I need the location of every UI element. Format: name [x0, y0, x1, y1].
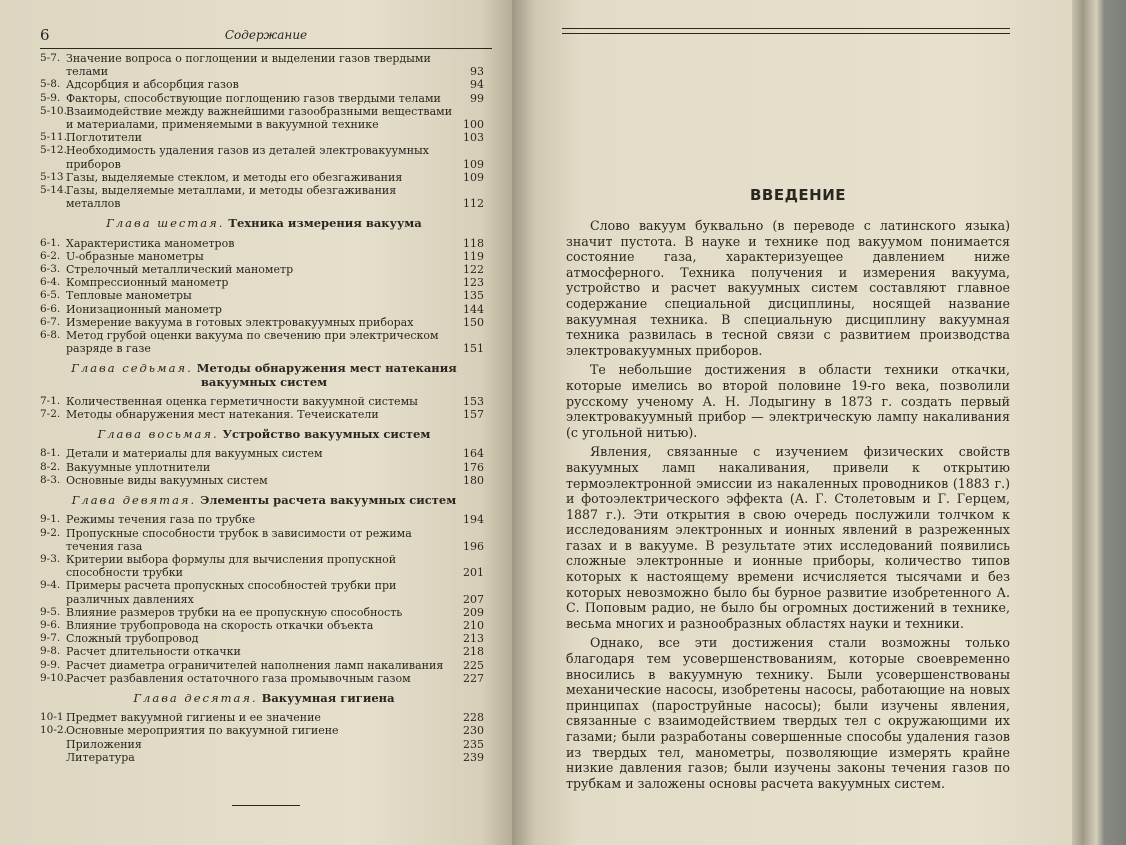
toc-entry [40, 606, 488, 619]
toc-entry [40, 579, 488, 605]
toc-entry-page: 227 [463, 671, 484, 685]
chapter-number: Глава шестая. [106, 216, 225, 231]
toc-entry-title: Тепловые манометры [66, 289, 192, 303]
toc-entry [40, 303, 488, 316]
page-number: 6 [40, 26, 50, 44]
toc-entry [40, 553, 488, 579]
header-rule [562, 28, 1010, 34]
toc-entry-number: 7-2. [40, 408, 61, 421]
toc-entry [40, 474, 488, 487]
toc-entry-page: 93 [470, 65, 484, 79]
chapter-heading [40, 217, 488, 230]
toc-entry-page: 209 [463, 605, 484, 619]
toc-entry-title: U-образные манометры [66, 249, 204, 263]
toc-entry-number: 9-4. [40, 579, 61, 592]
toc-entry-number: 8-2. [40, 460, 61, 473]
toc-entry-page: 210 [463, 618, 484, 632]
chapter-title: Техника измерения вакуума [228, 216, 422, 231]
toc-entry-number: 5-11. [40, 131, 67, 144]
chapter-heading [40, 362, 488, 388]
toc-entry-page: 153 [463, 394, 484, 408]
toc-entry [40, 237, 488, 250]
toc-entry-number: 6-8. [40, 329, 61, 342]
toc-entry-title: Характеристика манометров [66, 236, 235, 250]
toc-entry [40, 144, 488, 170]
toc-entry [40, 316, 488, 329]
toc-entry-title: Газы, выделяемые металлами, и методы обезгаживания металлов [66, 184, 397, 211]
toc-entry-page: 118 [463, 236, 484, 250]
toc-entry [40, 738, 488, 751]
toc-entry-number: 9-9. [40, 658, 61, 671]
toc-entry-number: 6-7. [40, 315, 61, 328]
toc-entry [40, 632, 488, 645]
toc-entry-number: 9-6. [40, 618, 61, 631]
toc-entry-page: 164 [463, 447, 484, 461]
toc-entry-number: 7-1. [40, 394, 61, 407]
toc-entry-page: 239 [463, 750, 484, 764]
toc-entry-page: 225 [463, 658, 484, 672]
toc-entry [40, 329, 488, 355]
toc-entry-page: 100 [463, 118, 484, 132]
toc-entry-number: 9-8. [40, 645, 61, 658]
toc-entry-title: Влияние размеров трубки на ее пропускную способность [66, 605, 403, 619]
toc-entry-page: 99 [470, 91, 484, 105]
chapter-title: Вакуумная гигиена [261, 690, 395, 705]
toc-entry-page: 180 [463, 473, 484, 487]
toc-entry-title: Метод грубой оценки вакуума по свечению при электрическом разряде в газе [66, 329, 439, 356]
toc-entry-title: Поглотители [66, 131, 142, 145]
toc-entry-title: Компрессионный манометр [66, 276, 229, 290]
toc-entry-title: Факторы, способствующие поглощению газов твердыми телами [66, 91, 441, 105]
toc-entry [40, 461, 488, 474]
toc-entry-title: Необходимость удаления газов из деталей электровакуумных приборов [66, 144, 429, 171]
chapter-heading [40, 428, 488, 441]
toc-entry-title: Критерии выбора формулы для вычисления пропускной способности трубки [66, 552, 397, 580]
toc-entry-title: Расчет диаметра ограничителей наполнения ламп накаливания [66, 658, 444, 672]
toc-entry-page: 122 [463, 263, 484, 277]
toc-entry-title: Методы обнаружения мест натекания. Течеискатели [66, 408, 379, 422]
toc-entry-page: 94 [470, 78, 484, 92]
toc-entry-page: 123 [463, 276, 484, 290]
toc-entry-number: 5-7. [40, 52, 61, 64]
toc-entry-page: 119 [463, 249, 484, 263]
toc-entry-number: 5-9. [40, 91, 61, 104]
toc-entry-title: Режимы течения газа по трубке [66, 513, 256, 527]
toc-entry-page: 109 [463, 157, 484, 171]
running-title: Содержание [224, 28, 308, 42]
toc-entry-number: 8-1. [40, 447, 61, 460]
toc-entry-page: 103 [463, 131, 484, 145]
introduction-paragraph: Слово вакуум буквально (в переводе с латинского языка) значит пустота. В науке и технике под вакуумом понимается состояние газа, характеризуещее давлением ниже атмосферного. Техника получения и измерения вакуума, устройство и расчет вакуумных систем составляют главное содержание специальной дисциплины, носящей название вакуумная техника. В специальную дисциплину вакуумная техника развилась в тесной связи с развитием производства электровакуумных приборов. [566, 218, 1010, 358]
toc-entry-page: 150 [463, 315, 484, 329]
toc-entry-page: 112 [463, 197, 484, 211]
chapter-number: Глава восьмая. [97, 427, 219, 442]
toc-entry-title: Основные виды вакуумных систем [66, 473, 268, 487]
closing-rule [232, 805, 300, 806]
toc-entry-number: 6-4. [40, 276, 61, 289]
toc-entry-number: 8-3. [40, 473, 61, 486]
chapter-number: Глава седьмая. [71, 361, 193, 376]
toc-entry-page: 235 [463, 737, 484, 751]
table-of-contents [40, 52, 488, 764]
toc-entry [40, 289, 488, 302]
toc-entry-number: 9-10. [40, 671, 67, 684]
toc-entry-page: 201 [463, 566, 484, 580]
toc-entry-title: Стрелочный металлический манометр [66, 263, 294, 277]
toc-entry [40, 447, 488, 460]
toc-entry-title: Примеры расчета пропускных способностей трубки при различных давлениях [66, 579, 397, 606]
toc-entry-page: 218 [463, 645, 484, 659]
toc-entry [40, 645, 488, 658]
toc-entry [40, 263, 488, 276]
toc-entry-page: 135 [463, 289, 484, 303]
toc-entry-page: 157 [463, 408, 484, 422]
toc-entry-number: 5-8. [40, 78, 61, 91]
toc-entry-title: Газы, выделяемые стеклом, и методы его обезгаживания [66, 170, 403, 184]
toc-entry-title: Значение вопроса о поглощении и выделении газов твердыми телами [66, 52, 431, 79]
toc-entry-number: 5-12. [40, 144, 67, 157]
toc-entry-title: Приложения [66, 737, 142, 751]
running-head [40, 26, 492, 49]
toc-entry-number: 6-3. [40, 263, 61, 276]
toc-entry-page: 176 [463, 460, 484, 474]
introduction-paragraph: Однако, все эти достижения стали возможны только благодаря тем усовершенствованиям, которые своевременно вносились в вакуумную технику. Были усовершенствованы механические насосы, изобретены насосы, работающие на новых принципах (пароструйные насосы); были изучены явления, связанные с взаимодействием твердых тел с окружающими их газами; были разработаны совершенные способы удаления газов из твердых тел, манометры, позволяющие измерять крайне низкие давления газов; были изучены законы течения газов по трубкам и заложены основы расчета вакуумных систем. [566, 635, 1010, 791]
toc-entry-title: Предмет вакуумной гигиены и ее значение [66, 711, 321, 725]
chapter-number: Глава десятая. [133, 690, 258, 705]
toc-entry-number: 6-2. [40, 249, 61, 262]
chapter-title: Элементы расчета вакуумных систем [200, 493, 457, 508]
toc-entry-number: 9-7. [40, 632, 61, 645]
toc-entry [40, 672, 488, 685]
toc-entry-title: Количественная оценка герметичности вакуумной системы [66, 394, 418, 408]
chapter-title: Методы обнаружения мест натекания вакуумных систем [196, 361, 457, 389]
toc-entry [40, 408, 488, 421]
chapter-number: Глава девятая. [71, 493, 197, 508]
toc-entry [40, 276, 488, 289]
toc-entry [40, 619, 488, 632]
toc-entry [40, 184, 488, 210]
toc-entry-title: Литература [66, 750, 135, 764]
toc-entry [40, 78, 488, 91]
chapter-heading [40, 692, 488, 705]
toc-entry-title: Пропускные способности трубок в зависимости от режима течения газа [66, 526, 412, 553]
toc-entry-number: 6-5. [40, 289, 61, 302]
toc-entry [40, 92, 488, 105]
toc-entry-page: 151 [463, 342, 484, 356]
toc-entry-title: Сложный трубопровод [66, 632, 199, 646]
toc-entry-page: 230 [463, 724, 484, 738]
toc-entry-number: 6-1. [40, 236, 61, 249]
chapter-title: Устройство вакуумных систем [222, 427, 431, 442]
toc-entry-title: Взаимодействие между важнейшими газообразными веществами и материалами, применяемыми в вакуумной технике [66, 104, 453, 132]
toc-entry-page: 228 [463, 711, 484, 725]
toc-entry-number: 10-2. [40, 724, 67, 737]
toc-entry-number: 9-3. [40, 552, 61, 565]
toc-entry [40, 751, 488, 764]
toc-entry [40, 659, 488, 672]
toc-entry [40, 711, 488, 724]
toc-entry-page: 194 [463, 513, 484, 527]
toc-entry-title: Ионизационный манометр [66, 302, 222, 316]
toc-entry-title: Расчет длительности откачки [66, 645, 241, 659]
toc-entry-number: 9-1. [40, 513, 61, 526]
toc-entry-number: 5-10. [40, 104, 67, 117]
toc-entry [40, 527, 488, 553]
introduction-body [566, 218, 1010, 795]
toc-entry-number: 9-5. [40, 605, 61, 618]
toc-entry-title: Измерение вакуума в готовых электровакуумных приборах [66, 315, 414, 329]
toc-entry [40, 513, 488, 526]
toc-entry-title: Вакуумные уплотнители [66, 460, 211, 474]
introduction-paragraph: Те небольшие достижения в области техники откачки, которые имелись во второй половине 19-го века, позволили русскому ученому А. Н. Лодыгину в 1873 г. создать первый электровакуумный прибор — электрическую лампу накаливания (с угольной нитью). [566, 362, 1010, 440]
toc-entry [40, 395, 488, 408]
toc-entry-number: 6-6. [40, 302, 61, 315]
toc-entry-number: 5-14. [40, 184, 67, 197]
toc-entry-title: Детали и материалы для вакуумных систем [66, 447, 323, 461]
toc-entry-page: 213 [463, 632, 484, 646]
chapter-heading [40, 494, 488, 507]
toc-entry-number: 9-2. [40, 526, 61, 539]
toc-entry-page: 196 [463, 539, 484, 553]
introduction-title: ВВЕДЕНИЕ [749, 186, 847, 204]
toc-entry-page: 144 [463, 302, 484, 316]
toc-entry-title: Влияние трубопровода на скорость откачки объекта [66, 618, 374, 632]
toc-entry [40, 250, 488, 263]
toc-entry-title: Адсорбция и абсорбция газов [66, 78, 239, 92]
toc-entry [40, 131, 488, 144]
toc-entry-page: 207 [463, 592, 484, 606]
toc-entry [40, 724, 488, 737]
toc-entry-page: 109 [463, 170, 484, 184]
toc-entry-title: Основные мероприятия по вакуумной гигиене [66, 724, 339, 738]
book-page-edges [1072, 0, 1126, 845]
toc-entry [40, 52, 488, 78]
toc-entry [40, 105, 488, 131]
toc-entry-title: Расчет разбавления остаточного газа промывочным газом [66, 671, 411, 685]
toc-entry-number: 5-13 [40, 170, 64, 183]
left-page [0, 0, 512, 845]
introduction-paragraph: Явления, связанные с изучением физических свойств вакуумных ламп накаливания, привели к открытию термоэлектронной эмиссии из накаленных проводников (1883 г.) и фотоэлектрического эффекта (А. Г. Столетовым и Г. Герцем, 1887 г.). Эти открытия в свою очередь послужили толчком к исследованиям электронных и ионных явлений в разреженных газах и в вакууме. В результате этих исследований появились сложные электронные и ионные приборы, количество типов которых к настоящему времени исчисляется тысячами и без которых невозможно было бы бурное развитие изобретенного А. С. Поповым радио, не было бы огромных достижений в технике, весьма многих и разнообразных областях науки и техники. [566, 444, 1010, 631]
toc-entry-number: 10-1 [40, 711, 64, 724]
toc-entry [40, 171, 488, 184]
